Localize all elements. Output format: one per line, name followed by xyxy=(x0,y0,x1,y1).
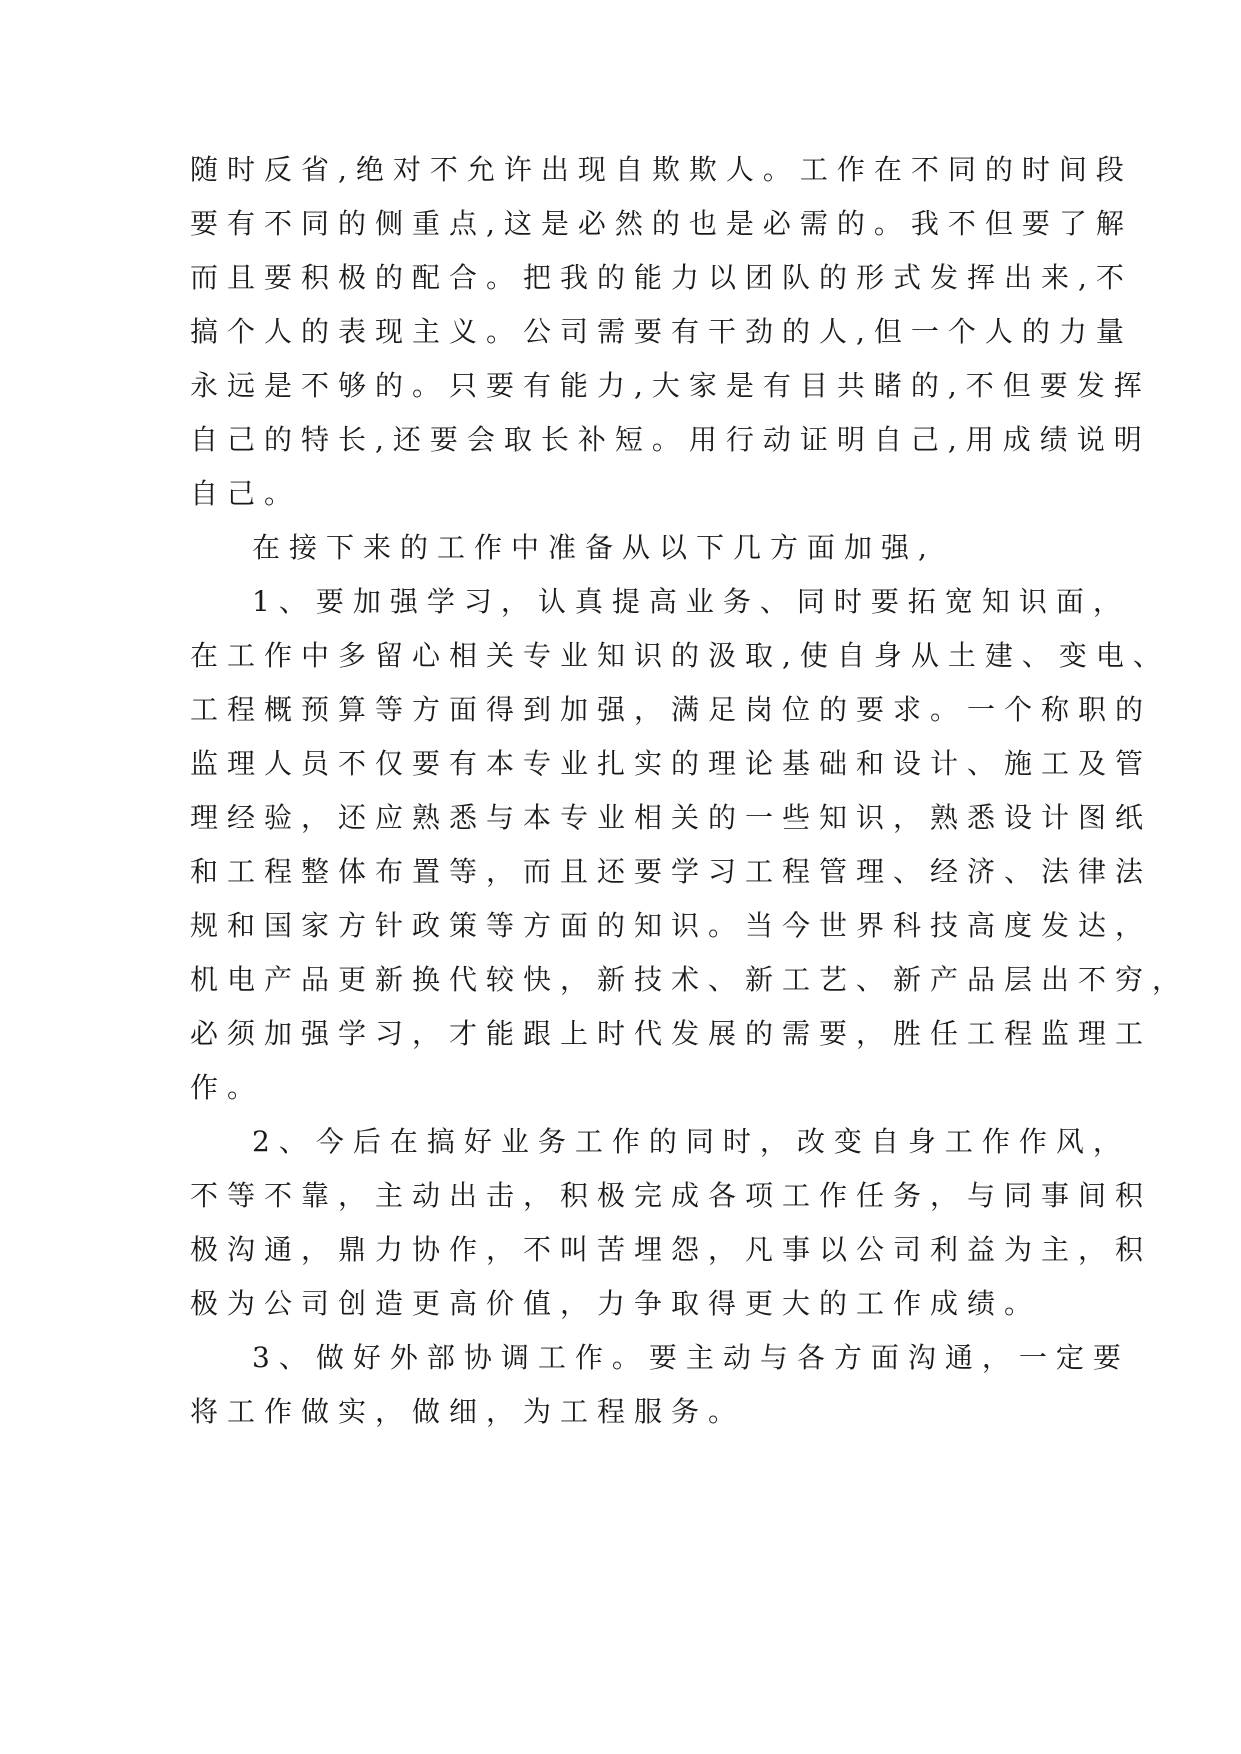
text-line: 随时反省,绝对不允许出现自欺欺人。工作在不同的时间段 xyxy=(190,153,1133,186)
text-line: 作。 xyxy=(190,1071,265,1104)
numbered-item-3: 3、做好外部协调工作。要主动与各方面沟通，一定要 xyxy=(252,1341,1130,1374)
text-line: 必须加强学习，才能跟上时代发展的需要，胜任工程监理工 xyxy=(190,1017,1153,1050)
text-line: 自己的特长,还要会取长补短。用行动证明自己,用成绩说明 xyxy=(190,423,1151,456)
text-line: 极为公司创造更高价值，力争取得更大的工作成绩。 xyxy=(190,1287,1042,1320)
text-line: 机电产品更新换代较快，新技术、新工艺、新产品层出不穷， xyxy=(190,963,1190,996)
text-line: 理经验，还应熟悉与本专业相关的一些知识，熟悉设计图纸 xyxy=(190,801,1153,834)
text-line: 搞个人的表现主义。公司需要有干劲的人,但一个人的力量 xyxy=(190,315,1133,348)
paragraph-intro: 在接下来的工作中准备从以下几方面加强, xyxy=(252,531,936,564)
text-line: 不等不靠，主动出击，积极完成各项工作任务，与同事间积 xyxy=(190,1179,1153,1212)
text-line: 而且要积极的配合。把我的能力以团队的形式发挥出来,不 xyxy=(190,261,1133,294)
text-line: 监理人员不仅要有本专业扎实的理论基础和设计、施工及管 xyxy=(190,747,1153,780)
text-line: 规和国家方针政策等方面的知识。当今世界科技高度发达， xyxy=(190,909,1153,942)
numbered-item-1: 1、要加强学习，认真提高业务、同时要拓宽知识面， xyxy=(252,585,1130,618)
text-line: 极沟通，鼎力协作，不叫苦埋怨，凡事以公司利益为主，积 xyxy=(190,1233,1153,1266)
numbered-item-2: 2、今后在搞好业务工作的同时，改变自身工作作风， xyxy=(252,1125,1130,1158)
text-line: 要有不同的侧重点,这是必然的也是必需的。我不但要了解 xyxy=(190,207,1133,240)
text-line: 永远是不够的。只要有能力,大家是有目共睹的,不但要发挥 xyxy=(190,369,1151,402)
text-line: 将工作做实，做细，为工程服务。 xyxy=(190,1395,746,1428)
text-line: 工程概预算等方面得到加强，满足岗位的要求。一个称职的 xyxy=(190,693,1153,726)
text-line: 和工程整体布置等，而且还要学习工程管理、经济、法律法 xyxy=(190,855,1153,888)
text-line: 在工作中多留心相关专业知识的汲取,使自身从土建、变电、 xyxy=(190,639,1170,672)
text-line: 自己。 xyxy=(190,477,302,510)
